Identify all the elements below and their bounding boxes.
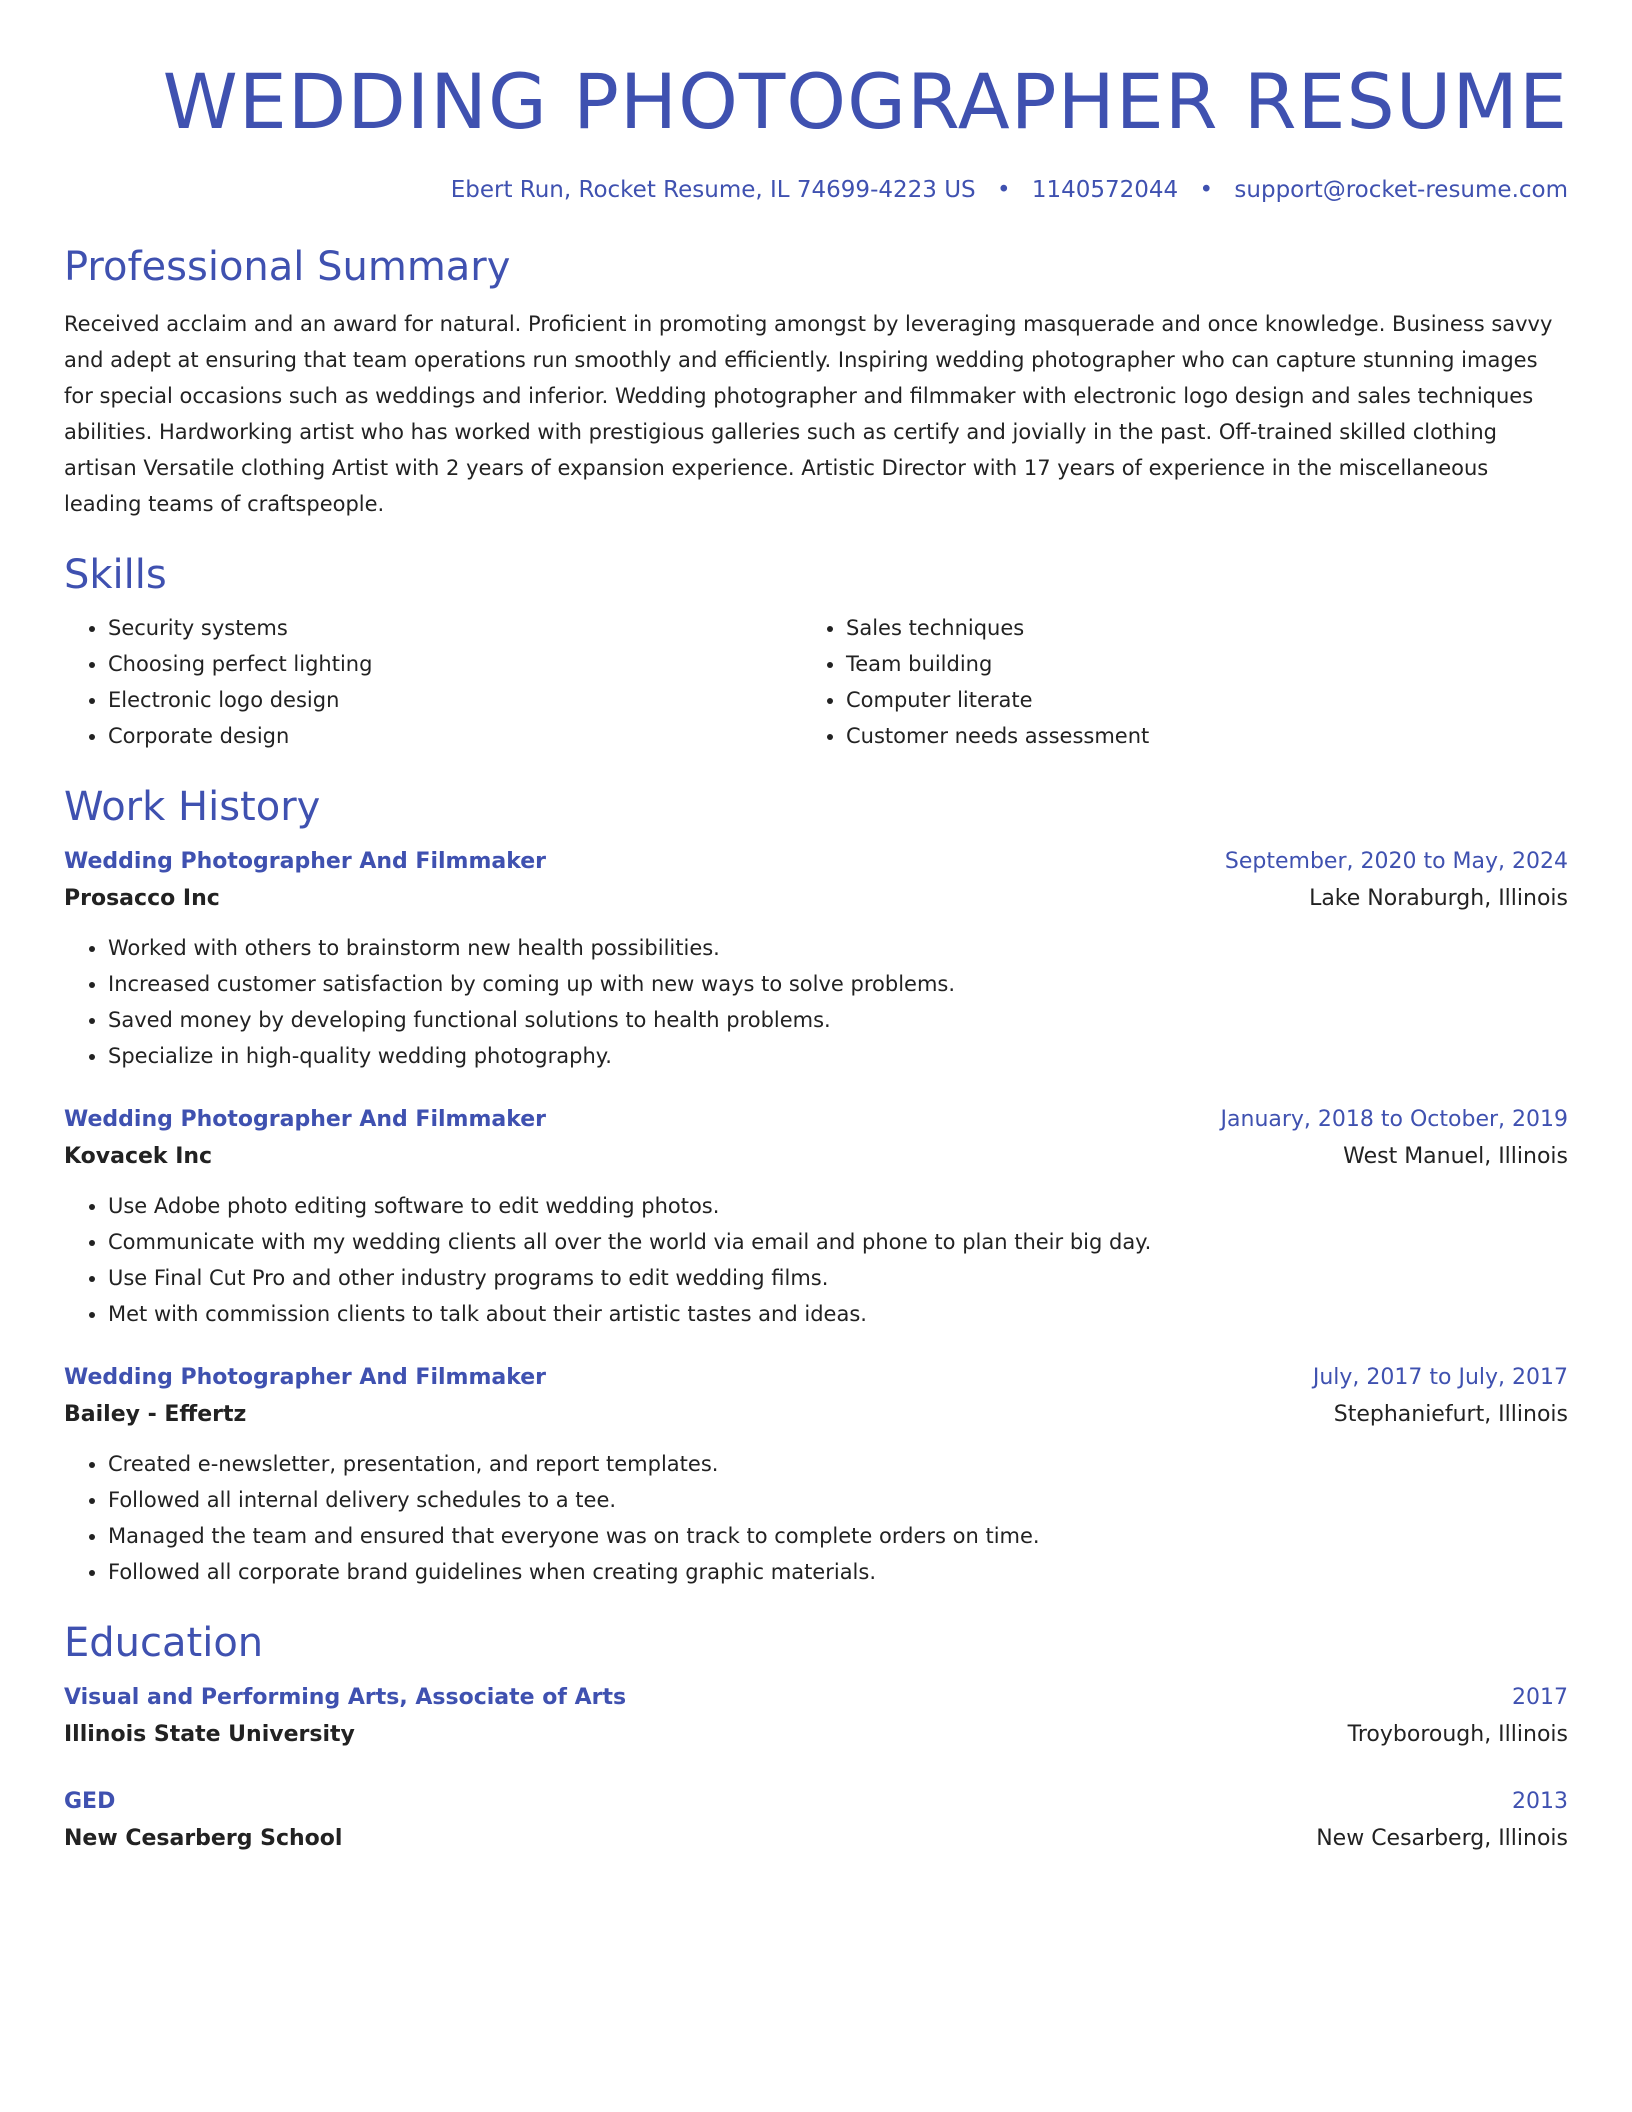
- job-bullet: • Managed the team and ensured that everyone was on track to complete orders on time.: [108, 1518, 1568, 1554]
- contact-phone: 1140572044: [1031, 177, 1179, 203]
- job-company: Prosacco Inc: [64, 886, 220, 911]
- contact-line: [64, 174, 1568, 206]
- job-bullet: • Met with commission clients to talk about their artistic tastes and ideas.: [108, 1296, 1568, 1332]
- job-location: Lake Noraburgh, Illinois: [1309, 886, 1568, 911]
- skill-item: • Customer needs assessment: [846, 718, 1568, 754]
- work-history-heading: Work History: [64, 784, 321, 830]
- bullet-separator-icon: •: [1199, 177, 1214, 203]
- skills-column-left: [64, 610, 802, 754]
- job-location: Stephaniefurt, Illinois: [1333, 1402, 1568, 1427]
- education-entry: [64, 1680, 1568, 1754]
- job-bullet: • Followed all corporate brand guidelines when creating graphic materials.: [108, 1554, 1568, 1590]
- education-school: New Cesarberg School: [64, 1826, 343, 1851]
- skill-item: • Sales techniques: [846, 610, 1568, 646]
- job-title: Wedding Photographer And Filmmaker: [64, 849, 547, 874]
- job-bullets: [64, 1188, 1568, 1332]
- education-entry: [64, 1784, 1568, 1858]
- education-year: 2013: [1512, 1789, 1568, 1814]
- education-school: Illinois State University: [64, 1722, 355, 1747]
- job-bullets: [64, 930, 1568, 1074]
- skill-item: • Corporate design: [108, 718, 802, 754]
- job-bullets: [64, 1446, 1568, 1590]
- job-entry: [64, 844, 1568, 1074]
- job-bullet: • Communicate with my wedding clients all over the world via email and phone to plan their big day.: [108, 1224, 1568, 1260]
- education-year: 2017: [1512, 1685, 1568, 1710]
- job-entry: [64, 1360, 1568, 1590]
- job-bullet: • Saved money by developing functional solutions to health problems.: [108, 1002, 1568, 1038]
- education-heading: Education: [64, 1620, 264, 1666]
- resume-title: WEDDING PHOTOGRAPHER RESUME: [162, 57, 1568, 146]
- job-bullet: • Use Final Cut Pro and other industry programs to edit wedding films.: [108, 1260, 1568, 1296]
- skills-list: [64, 610, 1568, 754]
- job-bullet: • Specialize in high-quality wedding photography.: [108, 1038, 1568, 1074]
- skill-item: • Security systems: [108, 610, 802, 646]
- contact-address: Ebert Run, Rocket Resume, IL 74699-4223 US: [450, 177, 976, 203]
- skill-item: • Electronic logo design: [108, 682, 802, 718]
- summary-text: Received acclaim and an award for natural. Proficient in promoting amongst by leveraging masquerade and once knowledge. Business savvy and adept at ensuring that team operations run smoothly and efficiently. Inspiring wedding photographer who can capture stunning images for special occasions such as weddings and inferior. Wedding photographer and filmmaker with electronic logo design and sales techniques abilities. Hardworking artist who has worked with prestigious galleries such as certify and jovially in the past. Off-trained skilled clothing artisan Versatile clothing Artist with 2 years of expansion experience. Artistic Director with 17 years of experience in the miscellaneous leading teams of craftspeople.: [64, 312, 1553, 516]
- skills-column-right: [802, 610, 1568, 754]
- skill-item: • Team building: [846, 646, 1568, 682]
- job-company: Bailey - Effertz: [64, 1402, 247, 1427]
- job-dates: July, 2017 to July, 2017: [1312, 1365, 1568, 1390]
- job-location: West Manuel, Illinois: [1343, 1144, 1568, 1169]
- education-location: Troyborough, Illinois: [1347, 1722, 1568, 1747]
- education-location: New Cesarberg, Illinois: [1316, 1826, 1568, 1851]
- skills-heading: Skills: [64, 552, 167, 598]
- skill-item: • Computer literate: [846, 682, 1568, 718]
- job-bullet: • Followed all internal delivery schedules to a tee.: [108, 1482, 1568, 1518]
- job-bullet: • Use Adobe photo editing software to edit wedding photos.: [108, 1188, 1568, 1224]
- summary-heading: Professional Summary: [64, 244, 511, 290]
- education-degree: Visual and Performing Arts, Associate of Arts: [64, 1685, 627, 1710]
- job-title: Wedding Photographer And Filmmaker: [64, 1107, 547, 1132]
- job-entry: [64, 1102, 1568, 1332]
- job-company: Kovacek Inc: [64, 1144, 213, 1169]
- job-bullet: • Created e-newsletter, presentation, and report templates.: [108, 1446, 1568, 1482]
- job-bullet: • Worked with others to brainstorm new health possibilities.: [108, 930, 1568, 966]
- job-title: Wedding Photographer And Filmmaker: [64, 1365, 547, 1390]
- job-dates: January, 2018 to October, 2019: [1220, 1107, 1568, 1132]
- contact-email[interactable]: support@rocket-resume.com: [1234, 177, 1568, 203]
- job-bullet: • Increased customer satisfaction by coming up with new ways to solve problems.: [108, 966, 1568, 1002]
- skill-item: • Choosing perfect lighting: [108, 646, 802, 682]
- education-degree: GED: [64, 1789, 116, 1814]
- job-dates: September, 2020 to May, 2024: [1224, 849, 1568, 874]
- bullet-separator-icon: •: [996, 177, 1011, 203]
